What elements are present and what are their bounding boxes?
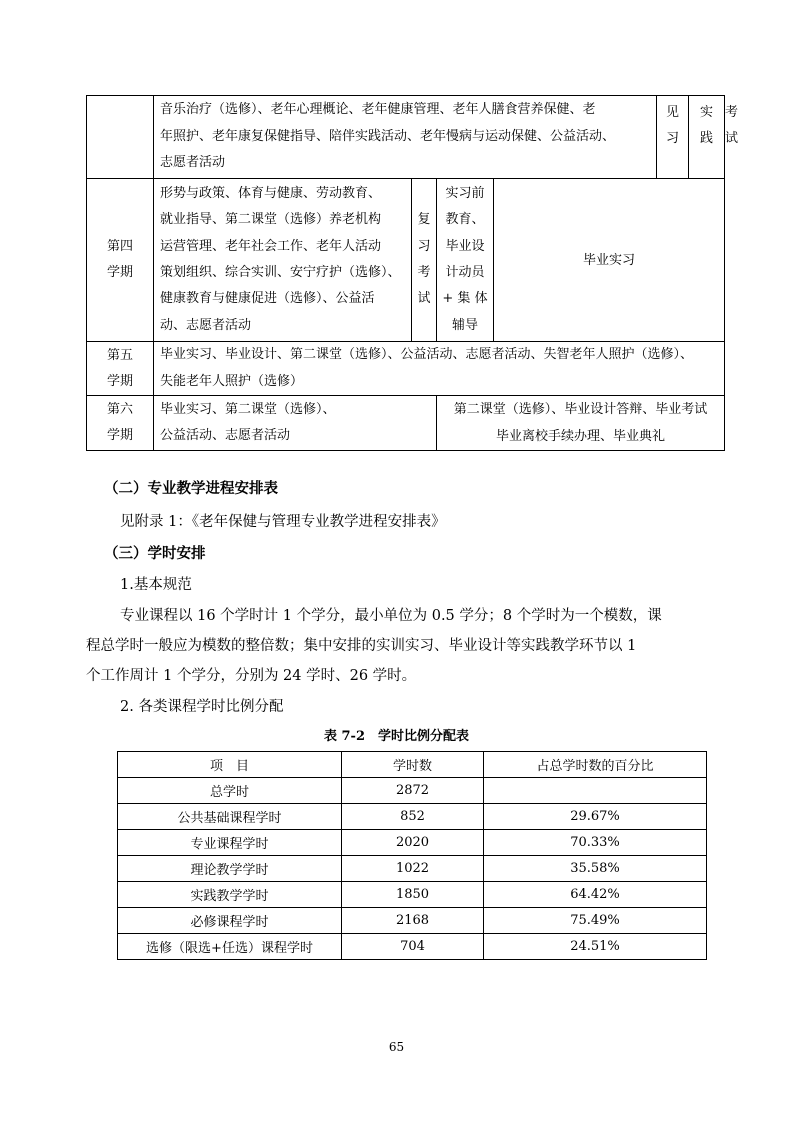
course-content-cell bbox=[154, 342, 725, 396]
subsection-basic-rules: 1.基本规范 bbox=[120, 577, 192, 593]
semester-cell bbox=[87, 342, 154, 396]
semester-label: 学期 bbox=[106, 373, 133, 389]
table-row bbox=[118, 856, 707, 882]
course-content-cell bbox=[154, 96, 657, 179]
content-line: 毕业实习、第二课堂（选修）、 bbox=[160, 401, 336, 417]
item-cell: 理论教学学时 bbox=[118, 856, 342, 882]
practice-cell bbox=[689, 96, 725, 179]
vertical-char: 见 bbox=[666, 105, 680, 120]
semester-label: 第六 bbox=[106, 402, 133, 417]
semester-label: 第四 bbox=[106, 239, 133, 254]
hours-ratio-table bbox=[117, 751, 707, 960]
percent-cell: 35.58% bbox=[484, 856, 707, 882]
semester-cell bbox=[87, 96, 154, 179]
table-row bbox=[118, 804, 707, 830]
semester-label: 第五 bbox=[106, 347, 133, 363]
item-cell: 实践教学学时 bbox=[118, 882, 342, 908]
content-line: + 集 体 bbox=[442, 291, 488, 307]
table-row bbox=[118, 778, 707, 804]
vertical-char: 试 bbox=[417, 291, 431, 307]
schedule-row-6 bbox=[87, 396, 725, 451]
hours-cell: 1022 bbox=[342, 856, 484, 882]
schedule-row-4 bbox=[87, 179, 725, 342]
course-content-cell bbox=[154, 396, 437, 451]
column-header: 项 目 bbox=[118, 752, 342, 778]
content-line: 策划组织、综合实训、安宁疗护（选修）、 bbox=[160, 265, 401, 280]
item-cell: 总学时 bbox=[118, 778, 342, 804]
content-line: 年照护、老年康复保健指导、陪伴实践活动、老年慢病与运动保健、公益活动、 bbox=[160, 128, 616, 144]
table-row bbox=[118, 830, 707, 856]
schedule-row-5 bbox=[87, 342, 725, 396]
course-content-cell bbox=[154, 179, 412, 342]
content-line: 公益活动、志愿者活动 bbox=[160, 428, 291, 443]
body-paragraph-line: 个工作周计 1 个学分，分别为 24 学时、26 学时。 bbox=[86, 668, 417, 684]
table-row bbox=[118, 908, 707, 934]
table-caption: 表 7-2 学时比例分配表 bbox=[323, 729, 469, 744]
content-line: 形势与政策、体育与健康、劳动教育、 bbox=[160, 185, 382, 201]
vertical-char: 习 bbox=[417, 238, 431, 254]
semester-label: 学期 bbox=[106, 428, 133, 443]
semester-label: 学期 bbox=[106, 265, 133, 280]
content-line: 毕业设 bbox=[445, 238, 485, 254]
table-row bbox=[118, 934, 707, 960]
content-line: 运营管理、老年社会工作、老年人活动 bbox=[160, 238, 382, 254]
semester-cell bbox=[87, 396, 154, 451]
item-cell: 专业课程学时 bbox=[118, 830, 342, 856]
content-line: 实习前 bbox=[445, 185, 485, 201]
vertical-char: 考 bbox=[417, 265, 431, 280]
appendix-reference: 见附录 1：《老年保健与管理专业教学进程安排表》 bbox=[120, 514, 446, 530]
graduation-cell bbox=[437, 396, 725, 451]
percent-cell: 64.42% bbox=[484, 882, 707, 908]
hours-cell: 2872 bbox=[342, 778, 484, 804]
body-paragraph-line: 程总学时一般应为模数的整倍数；集中安排的实训实习、毕业设计等实践教学环节以 1 bbox=[86, 638, 637, 654]
subsection-hour-ratio: 2. 各类课程学时比例分配 bbox=[120, 699, 284, 715]
content-line: 毕业离校手续办理、毕业典礼 bbox=[496, 429, 666, 444]
semester-schedule-table bbox=[86, 95, 739, 451]
hours-cell: 2020 bbox=[342, 830, 484, 856]
item-cell: 选修（限选+任选）课程学时 bbox=[118, 934, 342, 960]
percent-cell: 24.51% bbox=[484, 934, 707, 960]
column-header: 占总学时数的百分比 bbox=[484, 752, 707, 778]
vertical-char: 习 bbox=[666, 131, 680, 147]
item-cell: 公共基础课程学时 bbox=[118, 804, 342, 830]
content-line: 就业指导、第二课堂（选修）养老机构 bbox=[160, 212, 382, 228]
column-header: 学时数 bbox=[342, 752, 484, 778]
percent-cell: 70.33% bbox=[484, 830, 707, 856]
percent-cell: 75.49% bbox=[484, 908, 707, 934]
content-line: 辅导 bbox=[451, 317, 478, 333]
table-header-row bbox=[118, 752, 707, 778]
observation-cell bbox=[657, 96, 689, 179]
hours-cell: 704 bbox=[342, 934, 484, 960]
section-heading-hours: （三）学时安排 bbox=[104, 545, 206, 562]
content-line: 教育、 bbox=[445, 212, 485, 228]
content-line: 失能老年人照护（选修） bbox=[160, 373, 304, 389]
content-line: 志愿者活动 bbox=[160, 155, 226, 171]
percent-cell bbox=[484, 778, 707, 804]
content-line: 动、志愿者活动 bbox=[160, 317, 252, 333]
percent-cell: 29.67% bbox=[484, 804, 707, 830]
semester-cell bbox=[87, 179, 154, 342]
table-row bbox=[118, 882, 707, 908]
content-line: 健康教育与健康促进（选修）、公益活 bbox=[160, 291, 375, 307]
vertical-char: 复 bbox=[417, 212, 431, 228]
hours-cell: 852 bbox=[342, 804, 484, 830]
hours-cell: 2168 bbox=[342, 908, 484, 934]
pre-internship-cell bbox=[437, 179, 494, 342]
section-heading-teaching-progress: （二）专业教学进程安排表 bbox=[104, 480, 278, 497]
body-paragraph-line: 专业课程以 16 个学时计 1 个学分，最小单位为 0.5 学分；8 个学时为一个模数，课 bbox=[120, 608, 662, 624]
content-line: 第二课堂（选修）、毕业设计答辩、毕业考试 bbox=[453, 402, 708, 417]
vertical-char: 实 bbox=[700, 105, 714, 120]
hours-cell: 1850 bbox=[342, 882, 484, 908]
content-line: 音乐治疗（选修）、老年心理概论、老年健康管理、老年人膳食营养保健、老 bbox=[160, 102, 596, 118]
internship-cell: 毕业实习 bbox=[494, 179, 725, 342]
vertical-char: 践 bbox=[700, 131, 714, 147]
content-line: 计动员 bbox=[445, 265, 485, 280]
page-number: 65 bbox=[388, 1040, 405, 1054]
content-line: 毕业实习、毕业设计、第二课堂（选修）、公益活动、志愿者活动、失智老年人照护（选修）、 bbox=[160, 347, 694, 363]
schedule-row-3: 音乐治疗（选修）、老年心理概论、老年健康管理、老年人膳食营养保健、老 年照护、老年康复保健指导、陪伴实践活动、老年慢病与运动保健、公益活动、 志愿者活动 见 习 实 践 考 试 bbox=[87, 96, 725, 179]
review-exam-cell bbox=[412, 179, 437, 342]
item-cell: 必修课程学时 bbox=[118, 908, 342, 934]
